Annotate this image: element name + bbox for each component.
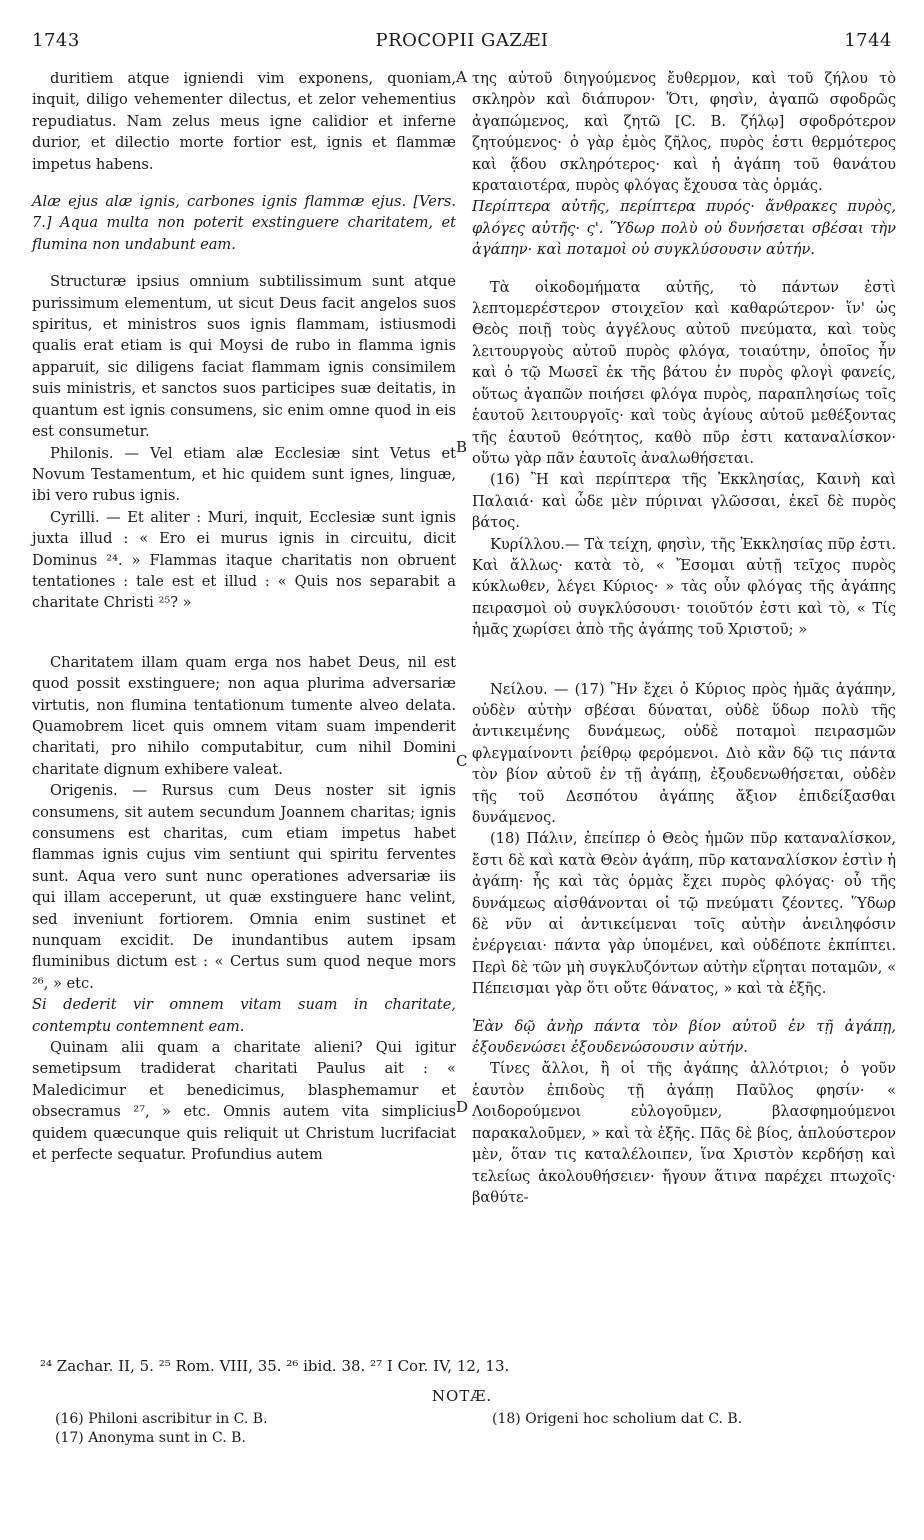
margin-marker-d: D bbox=[456, 1098, 469, 1116]
left-page-number: 1743 bbox=[32, 30, 80, 51]
latin-paragraph: Cyrilli. — Et aliter : Muri, inquit, Ecclesiæ sunt ignis juxta illud : « Ero ei murus ignis in circuitu, dicit Dominus ²⁴. » Flammas itaque charitatis non obruent tentationes : tale est et illud : « Quis nos separabit a charitate Christi ²⁵? » bbox=[32, 508, 456, 612]
margin-marker-a: A bbox=[456, 68, 467, 86]
latin-column bbox=[32, 68, 456, 1166]
notes-heading: NOTÆ. bbox=[431, 1387, 493, 1405]
greek-column bbox=[472, 68, 896, 1208]
greek-paragraph: Κυρίλλου.— Τὰ τείχη, φησὶν, τῆς Ἐκκλησίας πῦρ ἐστι. Καὶ ἄλλως· κατὰ τὸ, « Ἔσομαι αὐτῇ τεῖχος πυρὸς κύκλωθεν, λέγει Κύριος· » τὰς οὖν φλόγας τῆς ἀγάπης πειρασμοὶ οὐ συγκλύσουσι· τοιοῦτόν ἐστι καὶ τὸ, « Τίς ἡμᾶς χωρίσει ἀπὸ τῆς ἀγάπης τοῦ Χριστοῦ; » bbox=[472, 535, 896, 639]
greek-paragraph: της αὐτοῦ διηγούμενος ἔυθερμον, καὶ τοῦ ζήλου τὸ σκληρὸν καὶ διάπυρον· Ὅτι, φησὶν, ἀγαπῶ σφοδρῶς ἀγαπώμενος, καὶ ζητῶ [C. B. ζήλῳ] σφοδρότερον ζητούμενος· ὁ γὰρ ἐμὸς ζῆλος, πυρὸς ἐστι θερμότερος καὶ ᾅδου σκληρότερος· καὶ ἡ ἀγάπη τοῦ θανάτου κραταιοτέρα, πυρὸς φλόγας ἔχουσα τὰς ὁρμάς. bbox=[472, 70, 896, 195]
margin-marker-c: C bbox=[456, 752, 468, 770]
latin-paragraph: Quinam alii quam a charitate alieni? Qui igitur semetipsum tradiderat charitati Paulus ait : « Maledicimur et benedicimus, blasphemamur et obsecramus ²⁷, » etc. Omnis autem vita simplicius quidem quæcunque quis reliquit ut Christum lucrifaciat et perfecte sequatur. Profundius autem bbox=[32, 1039, 456, 1164]
greek-paragraph: (16) Ἢ καὶ περίπτερα τῆς Ἐκκλησίας, Καινὴ καὶ Παλαιά· καὶ ὧδε μὲν πύριναι γλῶσσαι, ἐκεῖ δὲ πυρὸς βάτος. bbox=[472, 471, 896, 532]
latin-paragraph: Structuræ ipsius omnium subtilissimum sunt atque purissimum elementum, ut sicut Deus facit angelos suos spiritus, et ministros suos ignis flammam, istiusmodi qualis erat etiam is qui Moysi de rubo in flamma ignis apparuit, sic diligens faciat flammam ignis consimilem suis ministris, et sanctos suos participes suæ deitatis, in quantum est ignis consumens, sic enim omne quod in eis est consumetur. bbox=[32, 273, 456, 441]
latin-paragraph: Charitatem illam quam erga nos habet Deus, nil est quod possit exstinguere; non aqua plurima adversariæ virtutis, non flumina tentationum tumente alveo delata. Quamobrem licet quis omnem vitam suam impenderit charitati, pro nihilo computabitur, cum nihil Domini charitate dignum exhibere valeat. bbox=[32, 653, 456, 778]
footnotes: ²⁴ Zachar. II, 5. ²⁵ Rom. VIII, 35. ²⁶ ibid. 38. ²⁷ I Cor. IV, 12, 13. bbox=[40, 1357, 510, 1375]
greek-paragraph: (18) Πάλιν, ἐπείπερ ὁ Θεὸς ἡμῶν πῦρ καταναλίσκον, ἔστι δὲ καὶ κατὰ Θεὸν ἀγάπη, πῦρ καταναλίσκον ἐστὶν ἡ ἀγάπη· ἧς καὶ τὰς ὁρμὰς ἔχει πυρὸς φλόγας· οὗ τῆς δυνάμεως αἰσθάνονται οἱ τῷ πνεύματι ζέοντες. Ὕδωρ δὲ νῦν αἱ ἀντικείμεναι τοῖς αὐτὴν ἀνειληφόσιν ἐνέργειαι· πάντα γὰρ ὑπομένει, καὶ οὐδέποτε ἐκπίπτει. Περὶ δὲ τῶν μὴ συγκλυζόντων αὐτὴν εἴρηται ποταμῶν, « Πέπεισμαι γὰρ ὅτι οὔτε θάνατος, » καὶ τὰ ἑξῆς. bbox=[472, 830, 896, 998]
greek-paragraph: Τὰ οἰκοδομήματα αὐτῆς, τὸ πάντων ἐστὶ λεπτομερέστερον στοιχεῖον καὶ καθαρώτερον· ἵν' ὡς Θεὸς ποιῇ τοὺς ἀγγέλους αὐτοῦ πνεύματα, καὶ τοὺς λειτουργοὺς αὐτοῦ πυρὸς φλόγα, τοιαύτην, ὁποῖος ἦν καὶ ὁ τῷ Μωσεῖ ἐκ τῆς βάτου ἐν πυρὸς φλογὶ φανείς, οὕτως ἀγαπῶν ποιήσει φλόγα πυρὸς, παραπλησίως τοῖς ἑαυτοῦ λειτουργοῖς· καὶ τοὺς ἁγίους αὐτοῦ μεθέξοντας τῆς ἑαυτοῦ θεότητος, καθὸ πῦρ ἐστι καταναλίσκον· οὕτω γὰρ πᾶν ἑαυτοῖς ἀναλωθήσεται. bbox=[472, 278, 896, 467]
latin-scripture-verse: Si dederit vir omnem vitam suam in charitate, contemptu contemnent eam. bbox=[32, 996, 456, 1035]
running-title: PROCOPII GAZÆI bbox=[375, 30, 549, 51]
right-page-number: 1744 bbox=[844, 30, 892, 51]
latin-scripture-verse: Alæ ejus alæ ignis, carbones ignis flammæ ejus. [Vers. 7.] Aqua multa non poterit exstinguere charitatem, et flumina non undabunt eam. bbox=[32, 193, 456, 253]
note-item: (18) Origeni hoc scholium dat C. B. bbox=[492, 1411, 743, 1427]
greek-paragraph: Νείλου. — (17) Ἣν ἔχει ὁ Κύριος πρὸς ἡμᾶς ἀγάπην, οὐδὲν αὐτὴν σβέσαι δύναται, οὐδὲ ὕδωρ πολὺ τῆς ἀντικειμένης δυνάμεως, οὐδὲ ποταμοὶ πειρασμῶν φλεγμαίνοντι ῥείθρῳ φερόμενοι. Διὸ κἂν δῷ τις πάντα τὸν βίον αὐτοῦ ἐν τῇ ἀγάπῃ, ἐξουδενωθήσεται, οὐδὲν τῆς τοῦ Δεσπότου ἀγάπης ἄξιον ἐπιδείξασθαι δυνάμενος. bbox=[472, 680, 896, 826]
greek-scripture-verse: Ἐὰν δῷ ἀνὴρ πάντα τὸν βίον αὐτοῦ ἐν τῇ ἀγάπῃ, ἐξουδενώσει ἐξουδενώσουσιν αὐτήν. bbox=[472, 1017, 896, 1057]
note-item: (17) Anonyma sunt in C. B. bbox=[55, 1430, 246, 1446]
latin-paragraph: duritiem atque igniendi vim exponens, quoniam, inquit, diligo vehementer dilectus, et zelor vehementius repudiatus. Nam zelus meus igne calidior et inferne durior, et dilectio morte fortior est, ignis et flammæ impetus habens. bbox=[32, 70, 456, 173]
greek-paragraph: Τίνες ἄλλοι, ἢ οἱ τῆς ἀγάπης ἀλλότριοι; ὁ γοῦν ἑαυτὸν ἐπιδοὺς τῇ ἀγάπῃ Παῦλος φησίν· « Λοιδορούμενοι εὐλογοῦμεν, βλασφημούμενοι παρακαλοῦμεν, » καὶ τὰ ἑξῆς. Πᾶς δὲ βίος, ἁπλούστερον μὲν, ὅταν τις καταλέλοιπεν, ἵνα Χριστὸν κερδήσῃ καὶ τελείως ἀκολουθήσειεν· ἤγουν ἅτινα παρέχει πτωχοῖς· βαθύτε- bbox=[472, 1060, 896, 1206]
note-item: (16) Philoni ascribitur in C. B. bbox=[55, 1411, 268, 1427]
latin-paragraph: Philonis. — Vel etiam alæ Ecclesiæ sint Vetus et Novum Testamentum, et hic quidem sunt ignes, linguæ, ibi vero rubus ignis. bbox=[32, 444, 456, 505]
page-header bbox=[32, 30, 892, 60]
notes-right bbox=[492, 1410, 742, 1429]
notes-left bbox=[55, 1410, 268, 1448]
margin-marker-b: B bbox=[456, 438, 468, 456]
latin-paragraph: Origenis. — Rursus cum Deus noster sit ignis consumens, sit autem secundum Joannem charitas; ignis consumens est charitas, cum etiam impetus habet flammas ignis cujus vim sentiunt qui spiritu ferventes sunt. Aqua vero sunt nunc operationes adversariæ iis qui illam acceperunt, ut quæ exstinguere hanc velint, sed inveniunt fortiorem. Omnia enim sustinet et nunquam excidit. De inundantibus autem ipsam fluminibus dictum est : « Certus sum quod neque mors ²⁶, » etc. bbox=[32, 782, 456, 992]
greek-scripture-verse: Περίπτερα αὐτῆς, περίπτερα πυρός· ἄνθρακες πυρὸς, φλόγες αὐτῆς· ς'. Ὕδωρ πολὺ οὐ δυνήσεται σβέσαι τὴν ἀγάπην· καὶ ποταμοὶ οὐ συγκλύσουσιν αὐτήν. bbox=[472, 198, 896, 259]
